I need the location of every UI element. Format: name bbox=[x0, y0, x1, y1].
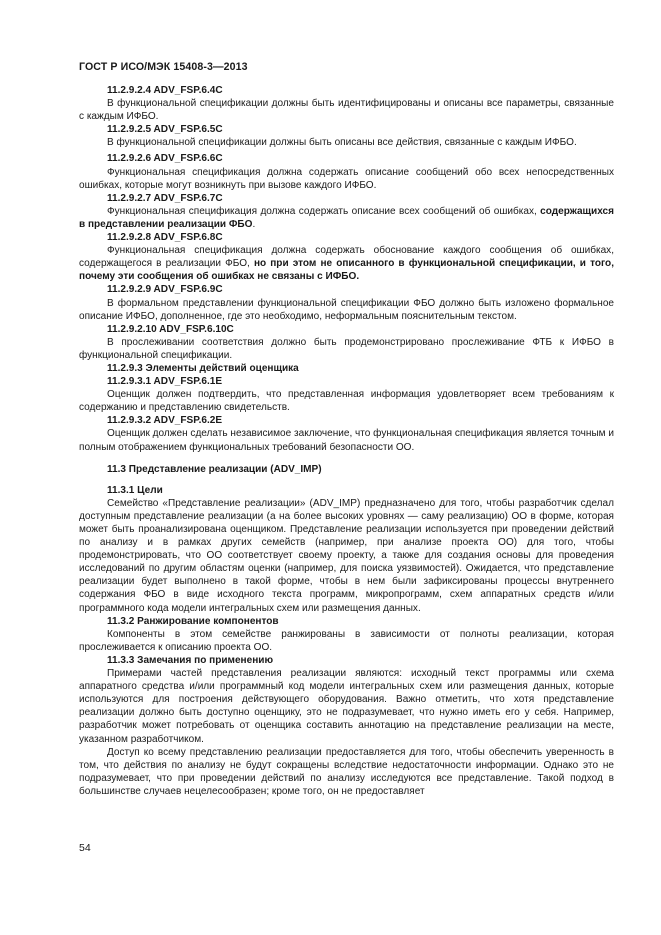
inserted-text: но при этом не описанного в функциональной спецификации, и того, почему эти сообщения об ошибках не связаны с ИФБО. bbox=[79, 258, 614, 283]
clause-text: Функциональная спецификация должна содержать описание сообщений обо всех непосредственных ошибках, которые могут возникнуть при вызове каждого ИФБО. bbox=[79, 166, 614, 191]
clause-text: В функциональной спецификации должны быть идентифицированы и описаны все параметры, связанные с каждым ИФБО. bbox=[79, 98, 614, 123]
subsection-heading: 11.3.3 Замечания по применению bbox=[107, 654, 274, 666]
clause-heading: 11.2.9.2.4 ADV_FSP.6.4C bbox=[107, 85, 223, 96]
clause-text: В функциональной спецификации должны быть описаны все действия, связанные с каждым ИФБО. bbox=[107, 137, 577, 149]
clause-heading: 11.2.9.2.8 ADV_FSP.6.8C bbox=[107, 232, 223, 244]
document-body bbox=[79, 84, 614, 798]
subsection-heading: 11.3.1 Цели bbox=[107, 484, 163, 496]
clause-text: Оценщик должен сделать независимое заключение, что функциональная спецификация является точным и полным отображением функциональных требований безопасности ОО. bbox=[79, 428, 614, 453]
clause-text: Оценщик должен подтвердить, что представленная информация удовлетворяет всем требованиям к содержанию и представлению свидетельств. bbox=[79, 389, 614, 414]
clause-heading: 11.2.9.2.9 ADV_FSP.6.9C bbox=[107, 284, 223, 296]
section-heading: 11.2.9.3 Элементы действий оценщика bbox=[107, 362, 299, 374]
clause-text: Компоненты в этом семействе ранжированы в зависимости от полноты реализации, которая прослеживается к описанию проекта ОО. bbox=[79, 628, 614, 653]
clause-heading: 11.2.9.2.6 ADV_FSP.6.6C bbox=[107, 153, 223, 165]
document-header: ГОСТ Р ИСО/МЭК 15408-3—2013 bbox=[79, 61, 248, 73]
inserted-text: содержащихся в представлении реализации ФБО bbox=[79, 205, 614, 230]
clause-heading: 11.2.9.2.10 ADV_FSP.6.10C bbox=[107, 323, 234, 335]
clause-heading: 11.2.9.2.7 ADV_FSP.6.7C bbox=[107, 192, 223, 204]
clause-heading: 11.2.9.2.5 ADV_FSP.6.5C bbox=[107, 124, 223, 136]
section-heading: 11.3 Представление реализации (ADV_IMP) bbox=[107, 463, 322, 475]
clause-text: Семейство «Представление реализации» (ADV_IMP) предназначено для того, чтобы разработчик сделал доступным представление реализации (а на более высоких уровнях — саму реализацию) ОО в форме, которая может быть проанализирована оценщиком. Представление реализации используется при проведении действий по анализу и в рамках других семейств (например, при анализе проекта ОО) для того, чтобы продемонстрировать, что ОО соответствует своему проекту, а также для создания основы для проведения исследований по другим областям оценки (например, для поиска уязвимостей). Ожидается, что представление реализации будет выполнено в такой форме, чтобы в нем были зафиксированы процессы внутреннего содержания ФБО в виде исходного текста программ, микропрограмм, схем аппаратных средств и/или программного кода модели интегральных схем или размещения данных. bbox=[79, 497, 614, 614]
page-number: 54 bbox=[79, 842, 91, 854]
clause-heading: 11.2.9.3.1 ADV_FSP.6.1E bbox=[107, 376, 223, 388]
clause-text: В прослеживании соответствия должно быть продемонстрировано прослеживание ФТБ к ИФБО в функциональной спецификации. bbox=[79, 336, 614, 361]
clause-text: Примерами частей представления реализации являются: исходный текст программы или схема аппаратного средства и/или программный код модели интегральных схем или размещения данных, которые используются для построения действующего оборудования. Важно отметить, что хотя представление реализации должно быть доступно оценщику, это не подразумевает, что нужно иметь его у себя. Например, разработчик может потребовать от оценщика составить аннотацию на представление реализации на месте, указанном разработчиком. bbox=[79, 668, 614, 745]
clause-heading: 11.2.9.3.2 ADV_FSP.6.2E bbox=[107, 415, 223, 427]
clause-text: В формальном представлении функциональной спецификации ФБО должно быть изложено формальное описание ИФБО, дополненное, где это необходимо, неформальным пояснительным текстом. bbox=[79, 297, 614, 322]
clause-text: Функциональная спецификация должна содержать обоснование каждого сообщения об ошибках, содержащегося в реализации ФБО, но при этом не описанного в функциональной спецификации, и того, почему эти сообщения об ошибках не связаны с ИФБО. bbox=[79, 245, 614, 283]
clause-text: Доступ ко всему представлению реализации предоставляется для того, чтобы обеспечить уверенность в том, что действия по анализу не будут сокращены вследствие недостаточности информации. Однако это не подразумевает, что при проведении действий по анализу исследуются все представление. Такой подход в большинстве случаев нецелесообразен; кроме того, он не предоставляет bbox=[79, 746, 614, 797]
subsection-heading: 11.3.2 Ранжирование компонентов bbox=[107, 615, 279, 627]
clause-text: Функциональная спецификация должна содержать описание всех сообщений об ошибках, содержащихся в представлении реализации ФБО. bbox=[79, 205, 614, 230]
